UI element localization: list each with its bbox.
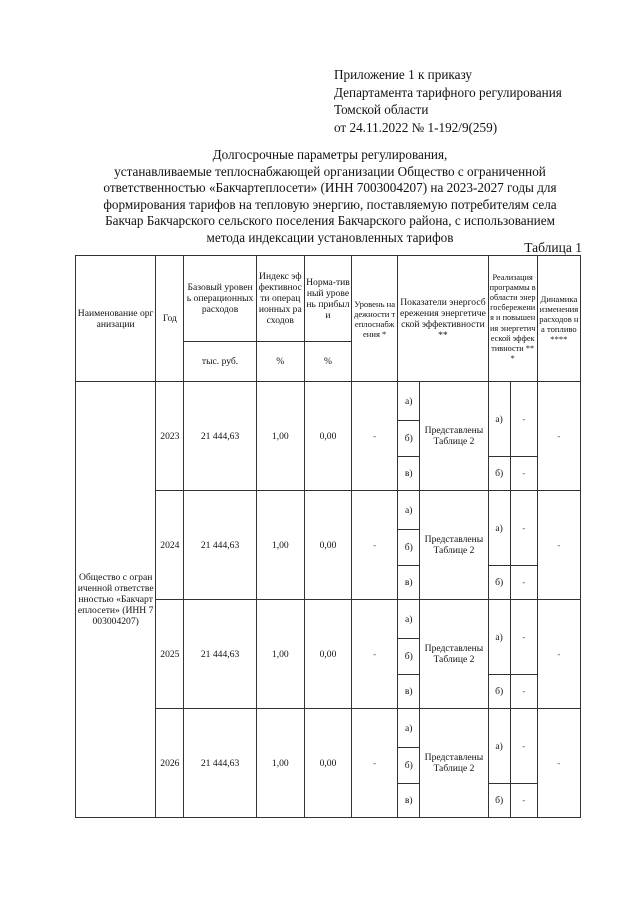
appendix-line: Томской области bbox=[334, 102, 429, 118]
program-value-b: - bbox=[510, 566, 537, 600]
fuel-dynamics-cell: - bbox=[537, 600, 580, 709]
sub-label-a: а) bbox=[398, 709, 420, 748]
base-costs-cell: 21 444,63 bbox=[184, 382, 256, 491]
title-line: метода индексации установленных тарифов bbox=[206, 229, 454, 245]
year-cell: 2023 bbox=[156, 382, 184, 491]
title-line: ответственностью «Бакчартеплосети» (ИНН 7003004207) на 2023-2027 годы для bbox=[103, 180, 557, 196]
year-cell: 2025 bbox=[156, 600, 184, 709]
fuel-dynamics-cell: - bbox=[537, 709, 580, 818]
program-value-b: - bbox=[510, 675, 537, 709]
unit-base: тыс. руб. bbox=[184, 342, 256, 382]
header-year: Год bbox=[156, 256, 184, 382]
base-costs-cell: 21 444,63 bbox=[184, 709, 256, 818]
reliability-cell: - bbox=[352, 382, 398, 491]
energy-indicator-cell: Представлены Таблице 2 bbox=[420, 491, 488, 600]
profit-level-cell: 0,00 bbox=[304, 709, 351, 818]
program-sub-label-a: а) bbox=[488, 382, 510, 457]
program-sub-label-b: б) bbox=[488, 784, 510, 818]
program-sub-label-a: а) bbox=[488, 491, 510, 566]
header-profit-level: Норма-тивный уровень прибыли bbox=[304, 256, 351, 342]
sub-label-a: а) bbox=[398, 600, 420, 639]
header-reliability: Уровень надежности теплоснабжения * bbox=[352, 256, 398, 382]
efficiency-index-cell: 1,00 bbox=[256, 709, 304, 818]
sub-label-b: б) bbox=[398, 530, 420, 566]
energy-indicator-cell: Представлены Таблице 2 bbox=[420, 600, 488, 709]
fuel-dynamics-cell: - bbox=[537, 382, 580, 491]
program-sub-label-b: б) bbox=[488, 675, 510, 709]
program-value-a: - bbox=[510, 709, 537, 784]
base-costs-cell: 21 444,63 bbox=[184, 600, 256, 709]
year-cell: 2024 bbox=[156, 491, 184, 600]
parameters-table bbox=[75, 255, 581, 818]
program-sub-label-b: б) bbox=[488, 566, 510, 600]
sub-label-b: б) bbox=[398, 639, 420, 675]
profit-level-cell: 0,00 bbox=[304, 600, 351, 709]
header-energy-indicators: Показатели энергосбережения энергетической эффективности ** bbox=[398, 256, 488, 382]
program-sub-label-b: б) bbox=[488, 457, 510, 491]
title-line: устанавливаемые теплоснабжающей организации Общество с ограниченной bbox=[114, 163, 546, 179]
program-sub-label-a: а) bbox=[488, 600, 510, 675]
reliability-cell: - bbox=[352, 600, 398, 709]
efficiency-index-cell: 1,00 bbox=[256, 491, 304, 600]
sub-label-b: б) bbox=[398, 421, 420, 457]
title-line: Бакчар Бакчарского сельского поселения Бакчарского района, с использованием bbox=[105, 213, 555, 229]
header-fuel-dynamics: Динамика изменения расходов на топливо **** bbox=[537, 256, 580, 382]
appendix-line: Департамента тарифного регулирования bbox=[334, 84, 562, 100]
appendix-line: Приложение 1 к приказу bbox=[334, 67, 472, 82]
efficiency-index-cell: 1,00 bbox=[256, 382, 304, 491]
program-value-b: - bbox=[510, 457, 537, 491]
header-base-costs: Базовый уровень операционных расходов bbox=[184, 256, 256, 342]
year-cell: 2026 bbox=[156, 709, 184, 818]
reliability-cell: - bbox=[352, 709, 398, 818]
sub-label-v: в) bbox=[398, 675, 420, 709]
header-energy-program: Реализация программы в области энергосбережения и повышения энергетической эффективности *** bbox=[488, 256, 537, 382]
header-efficiency-index: Индекс эффективности операционных расходов bbox=[256, 256, 304, 342]
program-value-a: - bbox=[510, 382, 537, 457]
program-value-a: - bbox=[510, 600, 537, 675]
table-label: Таблица 1 bbox=[524, 240, 582, 255]
base-costs-cell: 21 444,63 bbox=[184, 491, 256, 600]
organization-name: Общество с ограниченной ответственностью «Бакчартеплосети» (ИНН 7003004207) bbox=[76, 382, 156, 818]
appendix-line: от 24.11.2022 № 1-192/9(259) bbox=[334, 119, 498, 135]
document-title bbox=[80, 147, 580, 247]
sub-label-a: а) bbox=[398, 382, 420, 421]
fuel-dynamics-cell: - bbox=[537, 491, 580, 600]
title-line: Долгосрочные параметры регулирования, bbox=[212, 147, 448, 162]
unit-index: % bbox=[256, 342, 304, 382]
sub-label-v: в) bbox=[398, 566, 420, 600]
program-sub-label-a: а) bbox=[488, 709, 510, 784]
sub-label-a: а) bbox=[398, 491, 420, 530]
sub-label-v: в) bbox=[398, 784, 420, 818]
profit-level-cell: 0,00 bbox=[304, 382, 351, 491]
energy-indicator-cell: Представлены Таблице 2 bbox=[420, 382, 488, 491]
sub-label-v: в) bbox=[398, 457, 420, 491]
efficiency-index-cell: 1,00 bbox=[256, 600, 304, 709]
sub-label-b: б) bbox=[398, 748, 420, 784]
profit-level-cell: 0,00 bbox=[304, 491, 351, 600]
energy-indicator-cell: Представлены Таблице 2 bbox=[420, 709, 488, 818]
reliability-cell: - bbox=[352, 491, 398, 600]
unit-norm: % bbox=[304, 342, 351, 382]
appendix-block bbox=[334, 66, 562, 136]
title-line: формирования тарифов на тепловую энергию, поставляемую потребителям села bbox=[103, 196, 557, 212]
header-organization: Наименование организации bbox=[76, 256, 156, 382]
program-value-a: - bbox=[510, 491, 537, 566]
program-value-b: - bbox=[510, 784, 537, 818]
